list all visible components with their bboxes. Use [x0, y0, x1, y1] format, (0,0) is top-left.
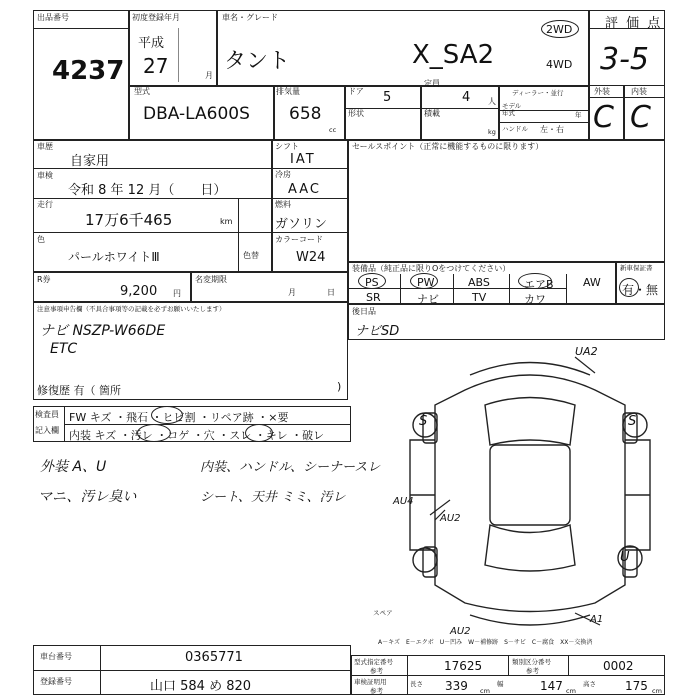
- first-reg-month-unit: 月: [205, 71, 213, 80]
- remark-left1: 外装 A、U: [40, 459, 107, 475]
- len-unit: cm: [480, 687, 490, 695]
- cap-label: 定員: [424, 79, 440, 88]
- recycle-label: R券: [37, 275, 51, 284]
- diag-mark-ua2: UA2: [575, 345, 598, 358]
- color-code-label: カラーコード: [275, 235, 323, 244]
- inspector-label2: 記入欄: [35, 426, 59, 435]
- door-value: 5: [383, 90, 392, 105]
- ac-value: AAC: [288, 182, 321, 197]
- height-value: 175: [625, 679, 648, 693]
- equip-tv: TV: [472, 291, 487, 304]
- plate-value: 山口 584 め 820: [150, 679, 252, 694]
- cap-value: 4: [462, 90, 471, 105]
- load-label: 積載: [424, 109, 440, 118]
- inspector-row2: 内装 キズ ・汚レ ・コゲ ・穴 ・スレ ・キレ ・破レ: [69, 429, 325, 442]
- repair-label: 修復歴 有（ 箇所: [37, 384, 121, 397]
- drive-4wd: 4WD: [546, 58, 573, 71]
- warranty-value: 有・無: [622, 283, 659, 297]
- diag-mark-s2: S: [628, 414, 637, 429]
- chassis-value: 0365771: [185, 650, 243, 665]
- after-label: 後日品: [352, 307, 376, 316]
- notes-line2: ETC: [50, 341, 78, 357]
- first-reg-year: 27: [143, 54, 169, 78]
- inspection-value: 令和 8 年 12 月（ 日）: [68, 183, 227, 198]
- cap-unit: 人: [488, 97, 496, 106]
- car-diagram: [395, 345, 665, 635]
- dims-ref: 参考: [370, 687, 383, 695]
- score-value: 3-5: [600, 42, 649, 77]
- model-year-unit: 年: [575, 111, 582, 119]
- diag-mark-au2-rear: AU2: [450, 626, 471, 637]
- diag-mark-au4: AU4: [393, 496, 414, 507]
- ac-label: 冷房: [275, 170, 291, 179]
- notes-label: 注意事項申告欄（不具合事項等の記載を必ずお願いいたします）: [37, 305, 226, 313]
- width-value: 147: [540, 679, 563, 693]
- class-no-value: 0002: [603, 659, 634, 673]
- car-grade: X_SA2: [412, 40, 495, 70]
- spare-label: スペア: [373, 609, 393, 617]
- repair-close: ): [337, 380, 342, 393]
- name-change-label: 名変期限: [195, 275, 227, 284]
- equip-abs: ABS: [468, 276, 490, 289]
- remark-left2: マニ、汚レ臭い: [38, 489, 137, 505]
- equip-navi: ナビ: [417, 293, 439, 306]
- model-year-label: モデル 年式: [502, 102, 522, 117]
- mileage-value: 17万6千465: [85, 211, 173, 229]
- color-label: 色: [37, 235, 45, 244]
- model-label: 型式: [134, 87, 150, 96]
- history-label: 車歴: [37, 142, 53, 151]
- handle-value: 左・右: [540, 125, 564, 134]
- int-grade: C: [630, 100, 651, 135]
- ext-grade: C: [593, 100, 614, 135]
- first-reg-label: 初度登録年月: [132, 13, 180, 22]
- score-label: 評 価 点: [605, 16, 663, 31]
- equip-leather: カワ: [524, 293, 546, 306]
- width-label: 幅: [497, 680, 504, 688]
- recycle-value: 9,200: [120, 284, 158, 299]
- height-unit: cm: [652, 687, 662, 695]
- first-reg-era: 平成: [138, 36, 165, 51]
- int-label: 内装: [631, 87, 647, 96]
- equip-pw: PW: [417, 276, 435, 289]
- drive-2wd: 2WD: [546, 23, 573, 36]
- fuel-label: 燃料: [275, 200, 291, 209]
- equipment-label: 装備品（純正品に限りOをつけてください）: [352, 264, 511, 273]
- type-no-value: 17625: [444, 659, 483, 673]
- remark-right1: 内装、ハンドル、シーナースレ: [200, 460, 381, 475]
- notes-line1: ナビ NSZP-W66DE: [40, 323, 166, 339]
- load-unit: kg: [488, 128, 496, 136]
- shift-label: シフト: [275, 142, 299, 151]
- equip-airbag: エアB: [524, 278, 554, 291]
- shift-value: IAT: [290, 152, 316, 167]
- handle-label: ハンドル: [502, 125, 528, 133]
- class-no-ref: 参考: [526, 667, 539, 675]
- name-change-month: 月: [288, 288, 296, 297]
- diag-mark-au2: AU2: [440, 513, 461, 524]
- lot-number: 4237: [52, 56, 125, 86]
- diag-mark-u: U: [620, 550, 630, 565]
- mileage-unit: km: [220, 217, 233, 226]
- color-change-label: 色替: [243, 251, 259, 260]
- class-no-label: 類別区分番号: [512, 658, 551, 666]
- inspector-row1: FW キズ ・飛石 ・ヒビ割 ・リペア跡 ・×要: [69, 411, 289, 424]
- disp-unit: cc: [329, 126, 337, 134]
- height-label: 高さ: [583, 680, 596, 688]
- color-code: W24: [296, 250, 326, 265]
- car-label: 車名・グレード: [222, 13, 278, 22]
- inspector-label1: 検査員: [35, 410, 59, 419]
- lot-label: 出品番号: [37, 13, 69, 22]
- width-unit: cm: [566, 687, 576, 695]
- equip-aw: AW: [583, 276, 601, 289]
- fuel-value: ガソリン: [275, 217, 328, 232]
- disp-label: 排気量: [276, 87, 300, 96]
- sales-point-label: セールスポイント（正常に機能するものに限ります）: [352, 142, 544, 151]
- diag-mark-a1: A1: [590, 614, 604, 625]
- len-label: 長さ: [410, 680, 423, 688]
- warranty-label: 新車保証書: [620, 264, 653, 272]
- car-name: タント: [224, 49, 291, 74]
- damage-legend: A－キズ E－エクボ U－凹み W－補修跡 S－サビ C－腐食 XX－交換済: [378, 639, 593, 646]
- history-value: 自家用: [70, 154, 110, 169]
- plate-label: 登録番号: [40, 677, 72, 686]
- after-value: ナビSD: [355, 324, 400, 339]
- shape-label: 形状: [348, 109, 364, 118]
- type-no-ref: 参考: [370, 667, 383, 675]
- mileage-label: 走行: [37, 200, 53, 209]
- ext-label: 外装: [594, 87, 610, 96]
- equip-sr: SR: [366, 291, 381, 304]
- diag-mark-s1: S: [419, 414, 428, 429]
- color-value: パールホワイトⅢ: [68, 250, 160, 264]
- chassis-label: 車台番号: [40, 652, 72, 661]
- dealer-label: ディーラー・並行: [512, 89, 564, 97]
- recycle-unit: 円: [173, 289, 181, 298]
- disp-value: 658: [289, 104, 322, 124]
- name-change-day: 日: [327, 288, 335, 297]
- dims-label: 車検証明用: [354, 678, 387, 686]
- sales-point-block: [348, 140, 665, 262]
- remark-right2: シート、天井 ミミ、汚レ: [200, 490, 346, 505]
- inspection-label: 車検: [37, 171, 53, 180]
- type-no-label: 型式指定番号: [354, 658, 393, 666]
- model-value: DBA-LA600S: [143, 104, 250, 124]
- door-label: ドア: [348, 87, 364, 96]
- equip-ps: PS: [365, 276, 379, 289]
- len-value: 339: [445, 679, 468, 693]
